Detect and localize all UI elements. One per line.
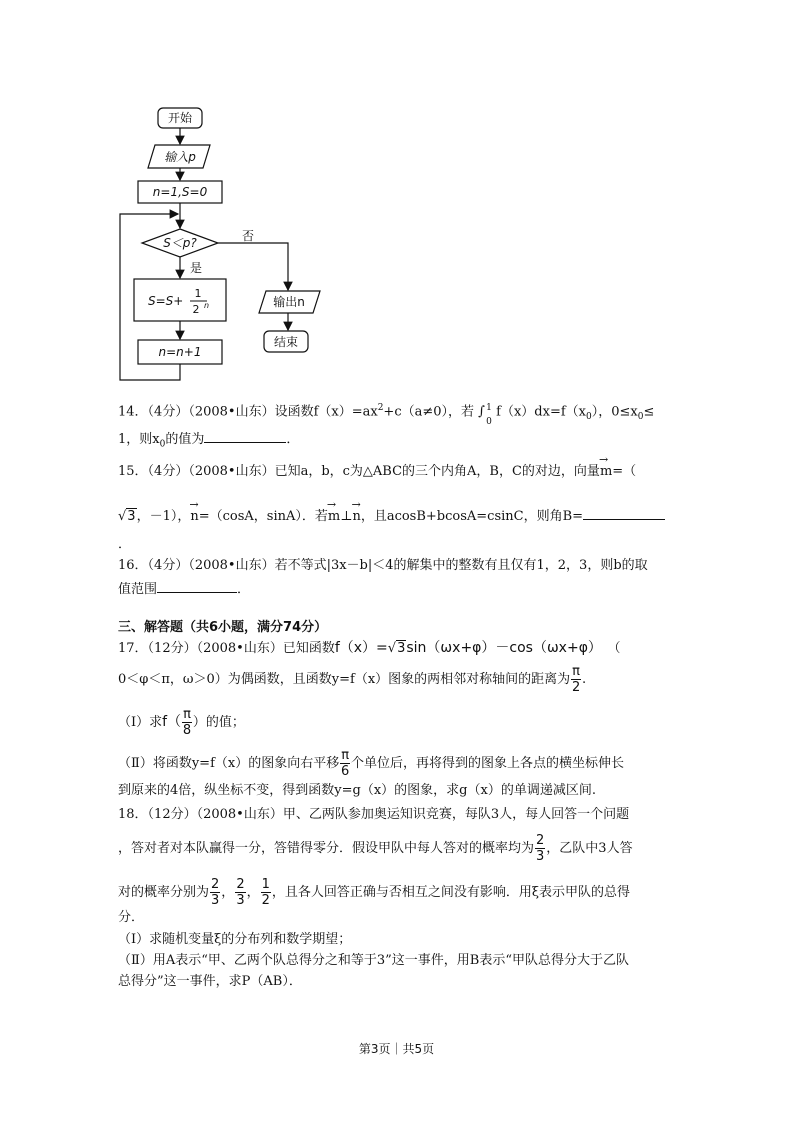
fraction: $\frac{1}{2}$: [261, 877, 270, 908]
q15-line3: ．: [118, 537, 132, 552]
fraction: $\frac{\pi}{2}$: [571, 664, 581, 695]
flow-no-label: 否: [242, 229, 255, 243]
q18-part2-line2: 总得分”这一事件，求P（AB）．: [118, 974, 302, 989]
flow-update-n-text: n=n+1: [158, 345, 202, 359]
q14-line1: 14．（4分）（2008•山东）设函数$f(x)=ax^2+c(a\ne 0)$，若 ∫ 1 0 $f(x)dx=f(x_0)$，$0\le x_0\le$: [118, 403, 655, 428]
section-heading: 三、解答题（共6小题，满分74分）: [118, 620, 328, 635]
q18-part2-line1: （Ⅱ）用A表示“甲、乙两个队总得分之和等于3”这一事件，用B表示“甲队总得分大于乙队: [118, 953, 629, 968]
sqrt-3: √3: [118, 509, 136, 524]
flow-update-s-prefix: S=S+: [148, 294, 184, 308]
flow-update-s-den: 2: [192, 303, 200, 316]
flow-end-text: 结束: [273, 335, 299, 349]
page-footer: 第3页｜共5页: [358, 1042, 435, 1056]
vector-m: → m: [600, 462, 612, 482]
q17-part2-line1: （Ⅱ）将函数y=f（x）的图象向右平移 $\frac{\pi}{6}$ 个单位后，再将得到的图象上各点的横坐标伸长: [118, 748, 625, 779]
vector-m-2: → m: [328, 507, 340, 527]
integral-sign: ∫ 1 0: [478, 403, 492, 428]
fraction: $\frac{2}{3}$: [536, 833, 545, 864]
q16-line1: 16．（4分）（2008•山东）若不等式|3x－b|＜4的解集中的整数有且仅有1，2，3，则b的取: [118, 558, 648, 573]
answer-blank: [583, 505, 665, 520]
q17-line1: 17．（12分）（2008•山东）已知函数f（x）=√3sin（ωx+φ）－cos（ωx+φ） （: [118, 640, 621, 656]
q18-line4: 分．: [118, 910, 145, 925]
q17-part2-line2: 到原来的4倍，纵坐标不变，得到函数y=g（x）的图象，求g（x）的单调递减区间.: [118, 783, 596, 798]
q18-line2: ，答对者对本队赢得一分，答错得零分．假设甲队中每人答对的概率均为 $\frac{2}{3}$ ，乙队中3人答: [118, 833, 633, 864]
flow-update-s-num: 1: [194, 287, 202, 300]
flowchart: [0, 0, 793, 400]
flow-update-s-exp: n: [204, 301, 210, 310]
fraction: $\frac{\pi}{8}$: [182, 707, 192, 738]
flow-yes-label: 是: [190, 261, 203, 275]
vector-n-2: → n: [352, 507, 360, 527]
q15-line1: 15．（4分）（2008•山东）已知a，b，c为△ABC的三个内角A，B，C的对边，向量→ m=（: [118, 462, 636, 482]
q17-part1: （Ⅰ）求f（ $\frac{\pi}{8}$ ）的值；: [118, 707, 245, 738]
flow-output-text: 输出n: [273, 295, 305, 309]
flow-start-text: 开始: [167, 111, 193, 125]
fraction: $\frac{2}{3}$: [211, 877, 220, 908]
flow-input-text: 输入p: [164, 150, 196, 164]
sqrt-3: √3: [387, 641, 406, 656]
answer-blank: [157, 578, 237, 593]
q18-line1: 18．（12分）（2008•山东）甲、乙两队参加奥运知识竞赛，每队3人，每人回答一个问题: [118, 807, 630, 822]
flow-condition-text: S＜p?: [163, 236, 197, 250]
answer-blank: [204, 428, 286, 443]
fraction: $\frac{\pi}{6}$: [340, 748, 350, 779]
q18-part1: （Ⅰ）求随机变量ξ的分布列和数学期望；: [118, 932, 352, 947]
q15-line2: √3，－1），→ n=（cosA，sinA）．若→ m⊥→ n，且acosB+bcosA=csinC，则角B=: [118, 505, 665, 527]
q16-line2: 值范围 ．: [118, 578, 250, 600]
vector-n: → n: [190, 507, 198, 527]
flow-init-text: n=1,S=0: [152, 185, 208, 199]
q17-line2: 0＜φ＜π，ω＞0）为偶函数，且函数y=f（x）图象的两相邻对称轴间的距离为 $\frac{\pi}{2}$ .: [118, 664, 587, 695]
fraction: $\frac{2}{3}$: [236, 877, 245, 908]
q18-line3: 对的概率分别为 $\frac{2}{3}$ ， $\frac{2}{3}$ ， $\frac{1}{2}$ ，且各人回答正确与否相互之间没有影响．用ξ表示甲队的总得: [118, 877, 631, 908]
q14-line2: 1，则$x_0$的值为 ．: [118, 428, 299, 455]
